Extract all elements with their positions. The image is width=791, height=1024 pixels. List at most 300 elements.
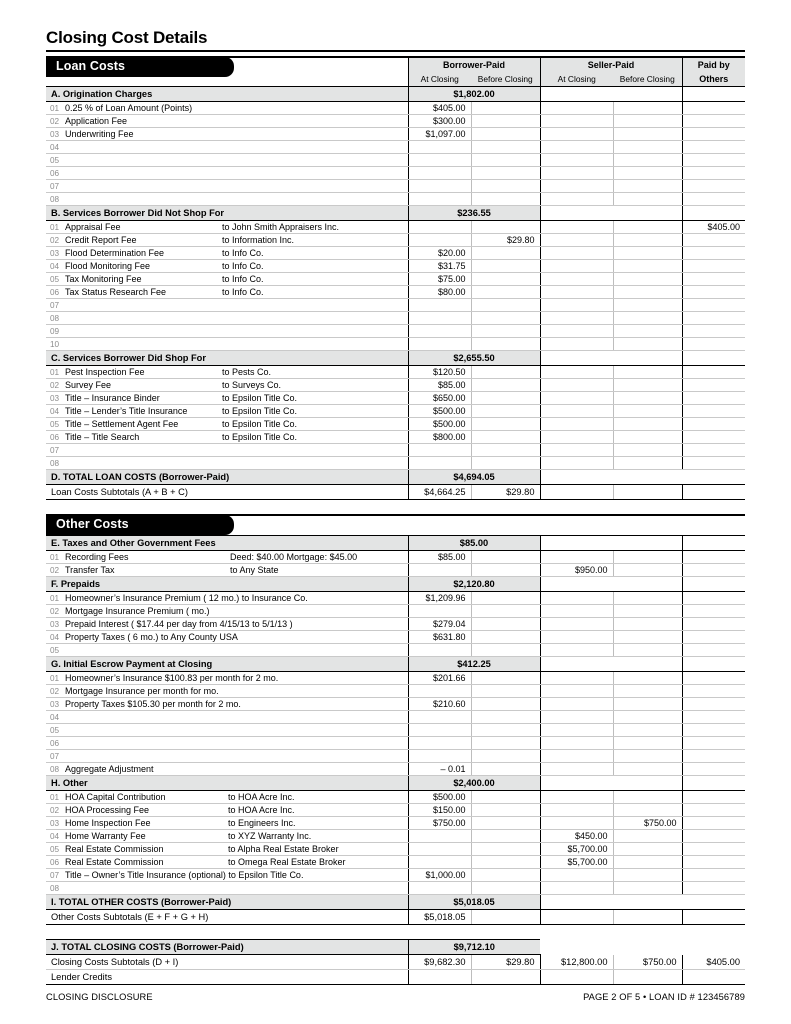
row-bp-before-closing <box>471 167 540 180</box>
section-heading: B. Services Borrower Did Not Shop For <box>46 206 408 221</box>
row-bp-at-closing <box>408 299 471 312</box>
row-paid-by-others <box>682 698 745 711</box>
row-paid-by-others <box>682 804 745 817</box>
row-sp-at-closing <box>540 457 613 470</box>
row-bp-at-closing <box>408 856 471 869</box>
footer-page-info: PAGE 2 OF 5 • LOAN ID # 123456789 <box>583 992 745 1002</box>
row-payee: to Information Inc. <box>222 235 295 245</box>
row-sp-at-closing: $950.00 <box>540 564 613 577</box>
row-paid-by-others <box>682 247 745 260</box>
row-bp-at-closing: $279.04 <box>408 618 471 631</box>
row-sp-at-closing <box>540 804 613 817</box>
row-bp-at-closing: $20.00 <box>408 247 471 260</box>
row-bp-at-closing <box>408 843 471 856</box>
section-seller-blank <box>540 87 682 102</box>
row-bp-at-closing <box>408 750 471 763</box>
row-sp-before-closing <box>613 564 682 577</box>
section-total-row <box>46 470 745 485</box>
row-paid-by-others <box>682 193 745 206</box>
row-label-cell <box>46 221 408 234</box>
row-paid-by-others: $405.00 <box>682 221 745 234</box>
row-payee: to Epsilon Title Co. <box>222 393 298 403</box>
row-label-cell <box>46 299 408 312</box>
row-paid-by-others <box>682 167 745 180</box>
table-row <box>46 564 745 577</box>
other-costs-total-label: I. TOTAL OTHER COSTS (Borrower-Paid) <box>46 895 408 910</box>
header-bp-at-closing: At Closing <box>408 72 471 87</box>
row-description: Transfer Tax <box>65 565 115 575</box>
row-index: 09 <box>50 327 60 336</box>
row-bp-before-closing <box>471 698 540 711</box>
row-sp-at-closing <box>540 763 613 776</box>
row-index: 01 <box>50 104 60 113</box>
row-description: Prepaid Interest ( $17.44 per day from 4/15/13 to 5/1/13 ) <box>65 619 293 629</box>
row-bp-before-closing <box>471 247 540 260</box>
row-description: Home Inspection Fee <box>65 818 151 828</box>
table-row <box>46 457 745 470</box>
row-bp-at-closing: $405.00 <box>408 102 471 115</box>
row-bp-before-closing <box>471 817 540 830</box>
row-sp-at-closing <box>540 618 613 631</box>
subtotal-label: Lender Credits <box>46 970 408 985</box>
table-row <box>46 869 745 882</box>
row-index: 03 <box>50 130 60 139</box>
row-index: 05 <box>50 420 60 429</box>
row-payee: to Info Co. <box>222 248 264 258</box>
grand-total-blank <box>540 940 745 955</box>
row-sp-before-closing <box>613 711 682 724</box>
row-bp-at-closing <box>408 338 471 351</box>
row-sp-at-closing <box>540 286 613 299</box>
row-bp-at-closing: $650.00 <box>408 392 471 405</box>
loan-costs-table <box>46 56 745 500</box>
section-total-amount: $412.25 <box>408 657 540 672</box>
section-header-row <box>46 657 745 672</box>
table-row <box>46 817 745 830</box>
table-row <box>46 698 745 711</box>
row-sp-before-closing <box>613 856 682 869</box>
row-sp-before-closing <box>613 273 682 286</box>
row-sp-at-closing <box>540 672 613 685</box>
row-sp-at-closing <box>540 869 613 882</box>
subtotal-bp-before-closing: $29.80 <box>471 955 540 970</box>
table-row <box>46 605 745 618</box>
row-sp-before-closing <box>613 869 682 882</box>
row-label-cell <box>46 167 408 180</box>
row-description: Real Estate Commission <box>65 857 164 867</box>
table-row <box>46 672 745 685</box>
table-row <box>46 325 745 338</box>
row-paid-by-others <box>682 672 745 685</box>
row-index: 02 <box>50 117 60 126</box>
row-bp-at-closing <box>408 605 471 618</box>
row-bp-at-closing: $500.00 <box>408 791 471 804</box>
row-paid-by-others <box>682 791 745 804</box>
table-row <box>46 856 745 869</box>
row-sp-before-closing <box>613 791 682 804</box>
row-payee: to Epsilon Title Co. <box>222 406 298 416</box>
table-row <box>46 644 745 657</box>
row-index: 06 <box>50 288 60 297</box>
section-header-row <box>46 577 745 592</box>
row-paid-by-others <box>682 325 745 338</box>
row-paid-by-others <box>682 869 745 882</box>
row-paid-by-others <box>682 631 745 644</box>
row-index: 05 <box>50 156 60 165</box>
row-bp-before-closing <box>471 631 540 644</box>
section-other-blank <box>682 351 745 366</box>
row-bp-before-closing <box>471 405 540 418</box>
row-sp-at-closing: $450.00 <box>540 830 613 843</box>
row-description: Underwriting Fee <box>65 129 134 139</box>
row-bp-before-closing <box>471 685 540 698</box>
row-index: 07 <box>50 182 60 191</box>
row-index: 07 <box>50 446 60 455</box>
row-index: 08 <box>50 314 60 323</box>
row-sp-at-closing <box>540 234 613 247</box>
table-row <box>46 750 745 763</box>
row-label-cell <box>46 338 408 351</box>
row-sp-before-closing <box>613 804 682 817</box>
row-index: 01 <box>50 553 60 562</box>
table-row <box>46 418 745 431</box>
grand-total-amount: $9,712.10 <box>408 940 540 955</box>
row-paid-by-others <box>682 457 745 470</box>
row-sp-before-closing <box>613 247 682 260</box>
row-sp-at-closing <box>540 115 613 128</box>
row-paid-by-others <box>682 128 745 141</box>
table-row <box>46 115 745 128</box>
table-row <box>46 154 745 167</box>
row-sp-at-closing <box>540 247 613 260</box>
table-row <box>46 631 745 644</box>
row-sp-at-closing <box>540 791 613 804</box>
row-payee: to Omega Real Estate Broker <box>228 857 346 867</box>
subtotal-sp-before-closing: $750.00 <box>613 955 682 970</box>
row-paid-by-others <box>682 444 745 457</box>
row-sp-before-closing <box>613 418 682 431</box>
row-bp-before-closing <box>471 551 540 564</box>
row-sp-at-closing <box>540 273 613 286</box>
section-header-row <box>46 87 745 102</box>
row-label-cell <box>46 791 408 804</box>
row-index: 04 <box>50 143 60 152</box>
row-label-cell <box>46 457 408 470</box>
table-row <box>46 379 745 392</box>
row-sp-at-closing: $5,700.00 <box>540 843 613 856</box>
row-bp-before-closing <box>471 564 540 577</box>
row-paid-by-others <box>682 644 745 657</box>
table-row <box>46 221 745 234</box>
row-bp-before-closing <box>471 141 540 154</box>
row-label-cell <box>46 711 408 724</box>
row-sp-before-closing <box>613 750 682 763</box>
row-label-cell <box>46 592 408 605</box>
grand-total-row <box>46 940 745 955</box>
row-payee: to Any State <box>230 565 279 575</box>
row-label-cell <box>46 431 408 444</box>
row-bp-at-closing <box>408 644 471 657</box>
section-heading: A. Origination Charges <box>46 87 408 102</box>
row-label-cell <box>46 750 408 763</box>
row-description: HOA Processing Fee <box>65 805 150 815</box>
row-sp-before-closing: $750.00 <box>613 817 682 830</box>
row-label-cell <box>46 379 408 392</box>
section-heading: G. Initial Escrow Payment at Closing <box>46 657 408 672</box>
row-index: 02 <box>50 607 60 616</box>
row-sp-before-closing <box>613 644 682 657</box>
section-seller-blank <box>540 776 682 791</box>
row-bp-at-closing <box>408 564 471 577</box>
row-sp-at-closing <box>540 154 613 167</box>
row-label-cell <box>46 405 408 418</box>
row-sp-at-closing <box>540 431 613 444</box>
row-payee: to Pests Co. <box>222 367 272 377</box>
row-index: 03 <box>50 819 60 828</box>
row-sp-before-closing <box>613 763 682 776</box>
subtotal-bp-at-closing: $4,664.25 <box>408 485 471 500</box>
row-paid-by-others <box>682 750 745 763</box>
row-description: Mortgage Insurance per month for mo. <box>65 686 219 696</box>
row-sp-before-closing <box>613 882 682 895</box>
row-paid-by-others <box>682 366 745 379</box>
row-bp-at-closing: $120.50 <box>408 366 471 379</box>
row-sp-at-closing <box>540 392 613 405</box>
row-bp-before-closing <box>471 644 540 657</box>
row-bp-at-closing: $500.00 <box>408 405 471 418</box>
row-index: 07 <box>50 752 60 761</box>
row-paid-by-others <box>682 418 745 431</box>
table-row <box>46 882 745 895</box>
row-index: 03 <box>50 249 60 258</box>
row-description: Homeowner’s Insurance $100.83 per month for 2 mo. <box>65 673 279 683</box>
table-row <box>46 618 745 631</box>
row-sp-before-closing <box>613 444 682 457</box>
row-sp-at-closing <box>540 882 613 895</box>
section-total-amount: $2,400.00 <box>408 776 540 791</box>
row-label-cell <box>46 286 408 299</box>
table-row <box>46 711 745 724</box>
row-label-cell <box>46 180 408 193</box>
row-payee: to Info Co. <box>222 274 264 284</box>
row-sp-at-closing <box>540 167 613 180</box>
row-payee: to HOA Acre Inc. <box>228 792 295 802</box>
row-label-cell <box>46 444 408 457</box>
row-label-cell <box>46 154 408 167</box>
row-paid-by-others <box>682 551 745 564</box>
paid-by-others-line1: Paid by <box>697 60 730 70</box>
row-payee: to John Smith Appraisers Inc. <box>222 222 340 232</box>
section-other-blank <box>682 87 745 102</box>
row-index: 05 <box>50 646 60 655</box>
row-bp-at-closing <box>408 685 471 698</box>
row-bp-at-closing: $750.00 <box>408 817 471 830</box>
row-paid-by-others <box>682 234 745 247</box>
row-label-cell <box>46 856 408 869</box>
grand-total-body <box>46 940 745 985</box>
row-bp-before-closing <box>471 379 540 392</box>
row-bp-at-closing: – 0.01 <box>408 763 471 776</box>
row-label-cell <box>46 247 408 260</box>
section-seller-blank <box>540 657 682 672</box>
row-label-cell <box>46 273 408 286</box>
row-label-cell <box>46 882 408 895</box>
other-costs-body <box>46 536 745 925</box>
row-bp-before-closing <box>471 750 540 763</box>
row-paid-by-others <box>682 338 745 351</box>
table-row <box>46 180 745 193</box>
table-row <box>46 260 745 273</box>
row-bp-at-closing: $1,097.00 <box>408 128 471 141</box>
row-label-cell <box>46 830 408 843</box>
row-payee: to Engineers Inc. <box>228 818 296 828</box>
row-paid-by-others <box>682 286 745 299</box>
row-index: 02 <box>50 566 60 575</box>
row-sp-before-closing <box>613 843 682 856</box>
row-sp-before-closing <box>613 234 682 247</box>
row-bp-before-closing <box>471 457 540 470</box>
subtotal-sp-at-closing <box>540 910 613 925</box>
row-paid-by-others <box>682 685 745 698</box>
table-row <box>46 167 745 180</box>
section-total-row <box>46 895 745 910</box>
row-bp-at-closing <box>408 444 471 457</box>
row-sp-before-closing <box>613 115 682 128</box>
row-sp-at-closing <box>540 102 613 115</box>
row-sp-before-closing <box>613 221 682 234</box>
title-divider <box>46 50 745 52</box>
lender-credits-row <box>46 970 745 985</box>
row-label-cell <box>46 698 408 711</box>
row-bp-at-closing: $31.75 <box>408 260 471 273</box>
row-bp-before-closing <box>471 737 540 750</box>
row-sp-before-closing <box>613 379 682 392</box>
row-paid-by-others <box>682 843 745 856</box>
row-sp-at-closing <box>540 299 613 312</box>
row-bp-at-closing: $85.00 <box>408 551 471 564</box>
header-sp-before-closing: Before Closing <box>613 72 682 87</box>
row-payee: to Epsilon Title Co. <box>222 419 298 429</box>
header-bp-before-closing: Before Closing <box>471 72 540 87</box>
row-bp-before-closing <box>471 325 540 338</box>
header-sp-at-closing: At Closing <box>540 72 613 87</box>
row-label-cell <box>46 843 408 856</box>
section-header-row <box>46 776 745 791</box>
row-sp-before-closing <box>613 366 682 379</box>
row-paid-by-others <box>682 102 745 115</box>
table-row <box>46 830 745 843</box>
row-index: 02 <box>50 381 60 390</box>
row-sp-before-closing <box>613 154 682 167</box>
row-label-cell <box>46 551 408 564</box>
row-index: 08 <box>50 459 60 468</box>
row-sp-before-closing <box>613 631 682 644</box>
row-index: 04 <box>50 407 60 416</box>
row-payee: to Info Co. <box>222 261 264 271</box>
row-paid-by-others <box>682 273 745 286</box>
row-sp-at-closing: $5,700.00 <box>540 856 613 869</box>
section-seller-blank <box>540 206 682 221</box>
loan-costs-total-label: D. TOTAL LOAN COSTS (Borrower-Paid) <box>46 470 408 485</box>
row-bp-at-closing <box>408 234 471 247</box>
table-row <box>46 286 745 299</box>
row-bp-at-closing <box>408 312 471 325</box>
row-index: 01 <box>50 594 60 603</box>
section-heading: E. Taxes and Other Government Fees <box>46 536 408 551</box>
row-bp-before-closing <box>471 869 540 882</box>
row-label-cell <box>46 605 408 618</box>
row-index: 06 <box>50 169 60 178</box>
row-sp-before-closing <box>613 685 682 698</box>
row-index: 10 <box>50 340 60 349</box>
subtotal-bp-at-closing <box>408 970 471 985</box>
row-description: 0.25 % of Loan Amount (Points) <box>65 103 193 113</box>
row-label-cell <box>46 724 408 737</box>
row-paid-by-others <box>682 737 745 750</box>
row-sp-before-closing <box>613 698 682 711</box>
subtotal-sp-at-closing <box>540 485 613 500</box>
table-row <box>46 444 745 457</box>
row-description: Homeowner’s Insurance Premium ( 12 mo.) to Insurance Co. <box>65 593 308 603</box>
row-sp-at-closing <box>540 698 613 711</box>
row-sp-at-closing <box>540 180 613 193</box>
row-bp-at-closing <box>408 141 471 154</box>
table-row <box>46 843 745 856</box>
row-index: 04 <box>50 713 60 722</box>
row-index: 01 <box>50 368 60 377</box>
row-sp-at-closing <box>540 737 613 750</box>
section-seller-blank <box>540 351 682 366</box>
row-paid-by-others <box>682 260 745 273</box>
row-bp-before-closing <box>471 791 540 804</box>
row-bp-at-closing <box>408 882 471 895</box>
row-sp-before-closing <box>613 338 682 351</box>
table-row <box>46 592 745 605</box>
row-description: Title – Settlement Agent Fee <box>65 419 179 429</box>
row-index: 02 <box>50 806 60 815</box>
row-index: 07 <box>50 301 60 310</box>
row-bp-before-closing <box>471 273 540 286</box>
row-paid-by-others <box>682 312 745 325</box>
section-gap-2 <box>46 925 745 939</box>
row-bp-before-closing <box>471 221 540 234</box>
row-sp-before-closing <box>613 551 682 564</box>
row-sp-at-closing <box>540 817 613 830</box>
row-index: 06 <box>50 433 60 442</box>
row-sp-before-closing <box>613 260 682 273</box>
row-bp-at-closing <box>408 154 471 167</box>
table-row <box>46 128 745 141</box>
row-bp-before-closing <box>471 392 540 405</box>
row-index: 01 <box>50 793 60 802</box>
row-bp-at-closing: $85.00 <box>408 379 471 392</box>
row-index: 06 <box>50 739 60 748</box>
row-payee: to Alpha Real Estate Broker <box>228 844 339 854</box>
table-row <box>46 685 745 698</box>
row-sp-at-closing <box>540 193 613 206</box>
row-bp-at-closing: $80.00 <box>408 286 471 299</box>
row-label-cell <box>46 312 408 325</box>
row-paid-by-others <box>682 856 745 869</box>
row-sp-at-closing <box>540 685 613 698</box>
row-bp-at-closing: $500.00 <box>408 418 471 431</box>
section-total-amount: $85.00 <box>408 536 540 551</box>
row-payee: to Info Co. <box>222 287 264 297</box>
grand-total-label: J. TOTAL CLOSING COSTS (Borrower-Paid) <box>46 940 408 955</box>
row-bp-at-closing: $210.60 <box>408 698 471 711</box>
section-total-amount: $1,802.00 <box>408 87 540 102</box>
row-payee: to Epsilon Title Co. <box>222 432 298 442</box>
